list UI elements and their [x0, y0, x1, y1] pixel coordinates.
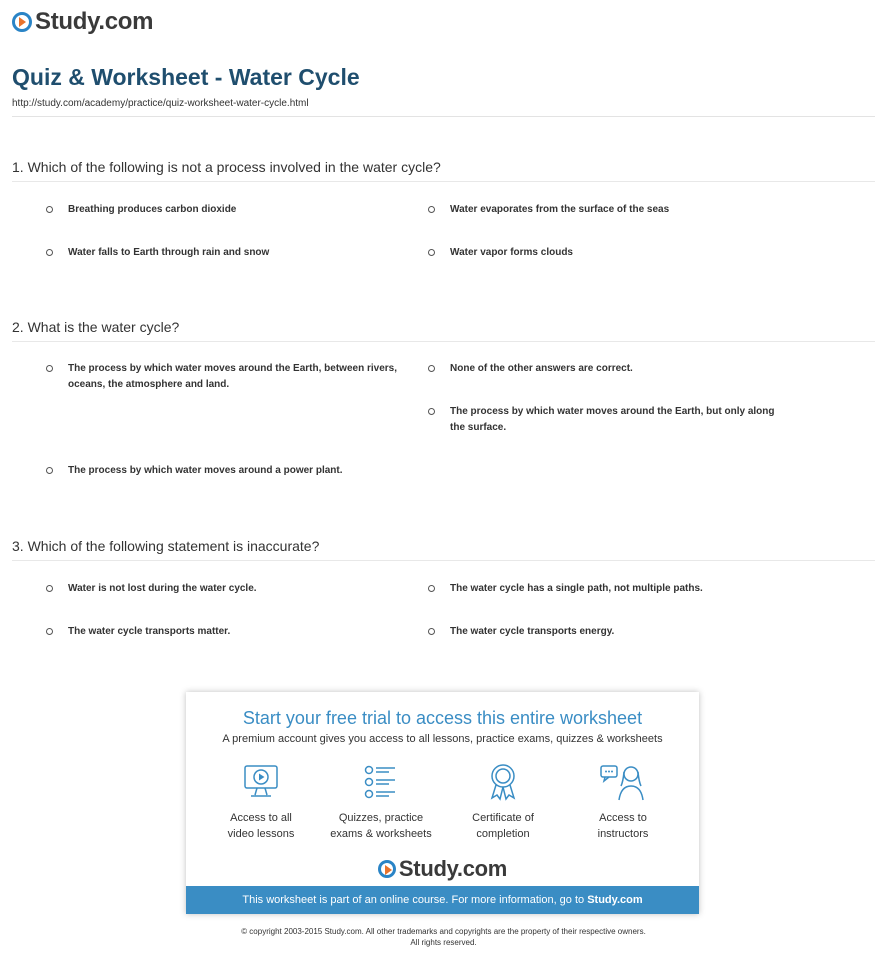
- radio-button[interactable]: [46, 585, 53, 592]
- answer-text: The water cycle has a single path, not multiple paths.: [450, 583, 703, 594]
- answer-text: Water is not lost during the water cycle.: [68, 583, 257, 594]
- radio-button[interactable]: [428, 365, 435, 372]
- feature-label-line2: completion: [476, 828, 530, 840]
- page-url: http://study.com/academy/practice/quiz-worksheet-water-cycle.html: [12, 98, 309, 109]
- answer-option[interactable]: [428, 202, 788, 218]
- feature-label-line1: Quizzes, practice: [338, 812, 424, 824]
- radio-button[interactable]: [46, 249, 53, 256]
- promo-logo[interactable]: [186, 856, 699, 882]
- answer-option[interactable]: [46, 202, 406, 218]
- question-1: [12, 159, 875, 182]
- question-2: [12, 319, 875, 342]
- logo-text: Study.com: [398, 856, 508, 881]
- feature-certificate: [438, 762, 568, 842]
- divider: [12, 181, 875, 182]
- answer-text: Breathing produces carbon dioxide: [68, 204, 237, 215]
- answer-option[interactable]: [46, 581, 406, 597]
- radio-button[interactable]: [46, 628, 53, 635]
- feature-video-lessons: [196, 762, 326, 842]
- promo-subheading: A premium account gives you access to all lessons, practice exams, quizzes & worksheets: [222, 733, 663, 745]
- question-text: 1. Which of the following is not a process involved in the water cycle?: [12, 159, 441, 175]
- radio-button[interactable]: [46, 467, 53, 474]
- instructor-chat-icon: [599, 762, 647, 802]
- feature-label-line2: instructors: [597, 828, 649, 840]
- radio-button[interactable]: [46, 365, 53, 372]
- feature-label-line1: Access to all: [230, 812, 292, 824]
- certificate-icon: [483, 762, 523, 802]
- promo-footer-link[interactable]: Study.com: [587, 894, 643, 906]
- answer-text: The process by which water moves around the Earth, but only along the surface.: [450, 406, 775, 433]
- answer-option[interactable]: [46, 463, 406, 479]
- feature-quizzes: [316, 762, 446, 842]
- promo-heading: Start your free trial to access this entire worksheet: [242, 708, 643, 728]
- question-text: 2. What is the water cycle?: [12, 319, 180, 335]
- answer-option[interactable]: [46, 361, 408, 393]
- feature-label-line1: Certificate of: [472, 812, 534, 824]
- answer-text: The process by which water moves around a power plant.: [68, 465, 343, 476]
- answer-text: The water cycle transports matter.: [68, 626, 231, 637]
- play-logo-icon: [12, 12, 32, 32]
- promo-footer-bar: [186, 886, 699, 914]
- radio-button[interactable]: [428, 206, 435, 213]
- promo-footer-text: This worksheet is part of an online course. For more information, go to: [242, 894, 588, 906]
- answer-option[interactable]: [428, 361, 788, 377]
- feature-label-line2: exams & worksheets: [330, 828, 432, 840]
- study-logo[interactable]: [12, 8, 153, 36]
- divider: [12, 341, 875, 342]
- copyright: [0, 926, 887, 948]
- radio-button[interactable]: [428, 628, 435, 635]
- free-trial-promo[interactable]: [186, 692, 699, 914]
- logo-text: Study.com: [35, 8, 154, 35]
- answer-option[interactable]: [428, 624, 788, 640]
- answer-text: The process by which water moves around the Earth, between rivers, oceans, the atmosphere and land.: [68, 363, 397, 390]
- divider: [12, 560, 875, 561]
- answer-option[interactable]: [428, 245, 788, 261]
- play-logo-icon: [378, 860, 396, 878]
- radio-button[interactable]: [46, 206, 53, 213]
- answer-text: None of the other answers are correct.: [450, 363, 633, 374]
- page-title: Quiz & Worksheet - Water Cycle: [12, 64, 360, 90]
- feature-label-line2: video lessons: [227, 828, 295, 840]
- copyright-line2: All rights reserved.: [410, 938, 477, 947]
- copyright-line1: © copyright 2003-2015 Study.com. All other trademarks and copyrights are the property of their respective owners.: [241, 927, 646, 936]
- feature-instructors: [558, 762, 688, 842]
- answer-text: Water evaporates from the surface of the seas: [450, 204, 670, 215]
- radio-button[interactable]: [428, 408, 435, 415]
- answer-text: Water vapor forms clouds: [450, 247, 573, 258]
- feature-label-line1: Access to: [599, 812, 647, 824]
- video-lesson-icon: [241, 762, 281, 802]
- answer-option[interactable]: [46, 624, 406, 640]
- checklist-icon: [361, 762, 401, 802]
- radio-button[interactable]: [428, 249, 435, 256]
- answer-text: Water falls to Earth through rain and snow: [68, 247, 270, 258]
- question-text: 3. Which of the following statement is inaccurate?: [12, 538, 320, 554]
- radio-button[interactable]: [428, 585, 435, 592]
- question-3: [12, 538, 875, 561]
- divider: [12, 116, 875, 117]
- answer-option[interactable]: [46, 245, 406, 261]
- answer-text: The water cycle transports energy.: [450, 626, 615, 637]
- answer-option[interactable]: [428, 581, 788, 597]
- answer-option[interactable]: [428, 404, 788, 436]
